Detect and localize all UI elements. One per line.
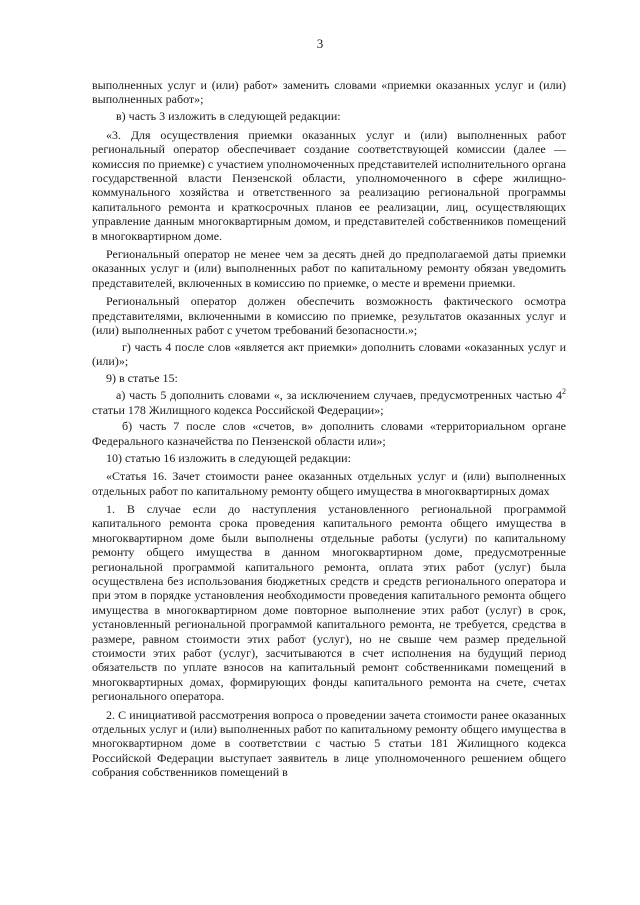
paragraph: 1. В случае если до наступления установленного региональной программой капитального ремонта срока проведения капитального ремонта общего имущества в многоквартирном доме были выполнены отдельные работы (услуги) по капитальному ремонту общего имущества в данном многоквартирном доме, предусмотренные региональной программой капитального ремонта, оплата этих работ (услуг) была осуществлена без использования бюджетных средств и средств регионального оператора и при этом в порядке установления необходимости проведения капитального ремонта общего имущества в многоквартирном доме повторное выполнение этих работ (услуг) в срок, установленный региональной программой капитального ремонта, не требуется, средства в размере, равном стоимости этих работ (услуг), но не свыше чем размер предельной стоимости этих работ (услуг), засчитываются в счет исполнения на будущий период обязательств по уплате взносов на капитальный ремонт собственниками помещений в многоквартирных домах, формирующих фонды капитального ремонта на счете, счетах регионального оператора. [92,501,566,704]
paragraph: в) часть 3 изложить в следующей редакции: [116,109,341,124]
paragraph: Региональный оператор должен обеспечить возможность фактического осмотра представителями, включенными в комиссию по приемке, результатов оказанных услуг и (или) выполненных работ с учетом требований безопасности.»; [92,294,566,337]
paragraph: «3. Для осуществления приемки оказанных услуг и (или) выполненных работ региональный оператор обеспечивает создание соответствующей комиссии (далее — комиссия по приемке) с участием уполномоченных представителей исполнительного органа государственной власти Пензенской области, уполномоченного в сфере жилищно-коммунального хозяйства и ответственного за реализацию региональной программы капитального ремонта и краткосрочных планов ее реализации, лиц, осуществляющих управление данным многоквартирным домом, и представителей собственников помещений в многоквартирном доме. [92,127,566,243]
paragraph: 2. С инициативой рассмотрения вопроса о проведении зачета стоимости ранее оказанных отдельных услуг и (или) выполненных работ по капитальному ремонту общего имущества в многоквартирном доме в соответствии с частью 5 статьи 181 Жилищного кодекса Российской Федерации выступает заявитель в лице уполномоченного решением общего собрания собственников помещений в [92,707,566,780]
article-heading: «Статья 16. Зачет стоимости ранее оказанных отдельных услуг и (или) выполненных отдельных работ по капитальному ремонту общего имущества в многоквартирных домах [92,469,566,498]
paragraph: 9) в статье 15: [106,371,178,386]
paragraph-text: а) часть 5 дополнить словами «, за исключением случаев, предусмотренных частью 4 [116,388,562,403]
paragraph: Региональный оператор не менее чем за десять дней до предполагаемой даты приемки оказанных услуг и (или) выполненных работ по капитальному ремонту обязан уведомить представителей, включенных в комиссию по приемке, о месте и времени приемки. [92,246,566,290]
paragraph [92,388,566,417]
paragraph: 10) статью 16 изложить в следующей редакции: [106,450,351,465]
document-body [92,78,566,782]
paragraph: выполненных услуг и (или) работ» заменить словами «приемки оказанных услуг и (или) выполненных работ»; [92,78,566,107]
page-number: 3 [316,36,324,51]
paragraph: г) часть 4 после слов «является акт приемки» дополнить словами «оказанных услуг и (или)»; [92,339,566,369]
paragraph: б) часть 7 после слов «счетов, в» дополнить словами «территориальном органе Федерального казначейства по Пензенской области или»; [92,419,566,448]
superscript: 2 [562,387,566,397]
paragraph-text: статьи 178 Жилищного кодекса Российской Федерации»; [92,402,384,417]
